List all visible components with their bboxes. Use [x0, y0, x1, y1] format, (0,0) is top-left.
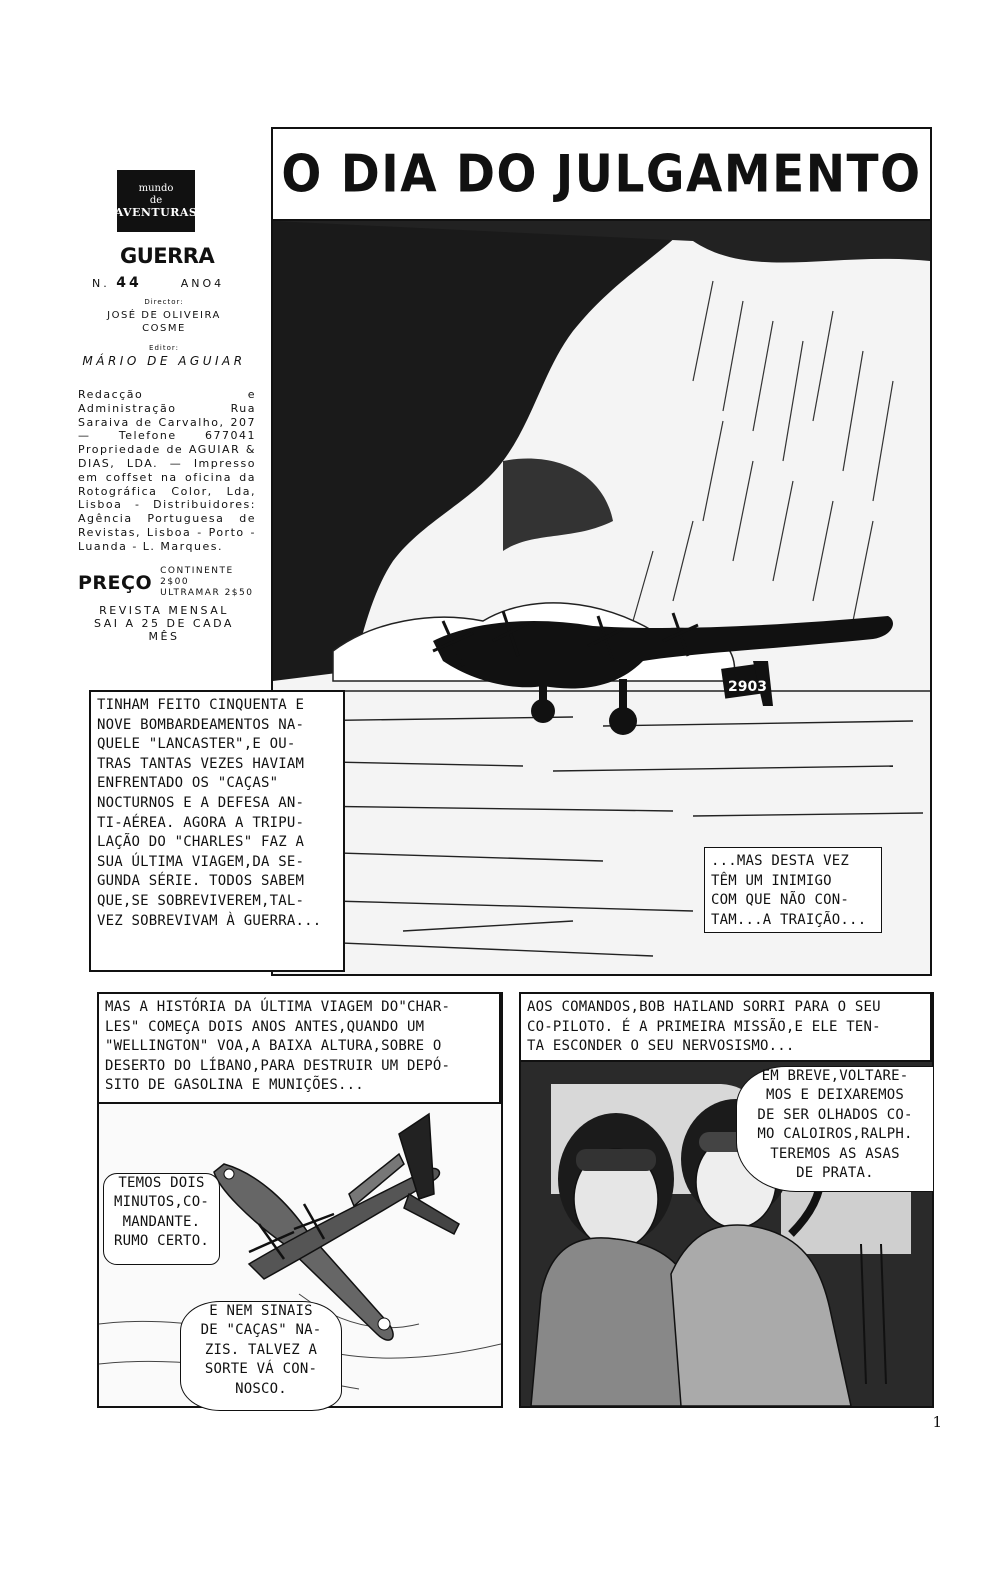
schedule-line-3: MÊS — [148, 630, 180, 643]
panel3-bubble: EM BREVE,VOLTARE- MOS E DEIXAREMOS DE SER OLHADOS CO- MO CALOIROS,RALPH. TEREMOS AS ASAS DE PRATA. — [736, 1066, 933, 1192]
magazine-logo — [114, 170, 198, 232]
issue-number: 44 — [116, 275, 142, 291]
imprint-text: Redacção e Administração Rua Saraiva de Carvalho, 207 — Telefone 677041 Propriedade de AGUIAR & DIAS, LDA. — Impresso em coffset na oficina da Rotográfica Color, Lda, Lisboa - Distribuidores: Agência Portuguesa de Revistas, Lisboa - Porto - Luanda - L. Marques. — [78, 388, 256, 553]
logo-line-3: AVENTURAS — [114, 206, 198, 219]
schedule-line-1: REVISTA MENSAL — [99, 604, 229, 617]
aircraft-code: 2903 — [728, 679, 767, 695]
series-name: GUERRA — [120, 244, 215, 268]
panel1-caption-right: ...MAS DESTA VEZ TÊM UM INIMIGO COM QUE NÃO CON- TAM...A TRAIÇÃO... — [704, 847, 882, 933]
schedule-line-2: SAI A 25 DE CADA — [94, 617, 234, 630]
price-continent: CONTINENTE 2$00 — [160, 566, 234, 587]
logo-line-1: mundo — [138, 183, 174, 194]
issue-number-label: N. — [92, 277, 110, 290]
page-number: 1 — [932, 1413, 942, 1431]
title-panel — [271, 127, 932, 221]
editor-label: Editor: — [149, 344, 179, 352]
editor-name: MÁRIO DE AGUIAR — [82, 354, 246, 368]
price-overseas: ULTRAMAR 2$50 — [160, 588, 254, 598]
panel3-caption: AOS COMANDOS,BOB HAILAND SORRI PARA O SEU CO-PILOTO. É A PRIMEIRA MISSÃO,E ELE TEN- TA ESCONDER O SEU NERVOSISMO... — [519, 992, 932, 1062]
issue-year: 4 — [214, 277, 225, 290]
logo-line-2: de — [149, 195, 163, 206]
page-title: O DIA DO JULGAMENTO — [281, 143, 922, 205]
issue-year-label: ANO — [180, 277, 215, 290]
director-name-2: COSME — [142, 323, 186, 334]
credits — [74, 296, 254, 368]
price-block — [78, 566, 256, 599]
issue-line — [92, 275, 232, 291]
panel2-bubble-2: E NEM SINAIS DE "CAÇAS" NA- ZIS. TALVEZ A SORTE VÁ CON- NOSCO. — [180, 1301, 342, 1411]
panel2-bubble-1: TEMOS DOIS MINUTOS,CO- MANDANTE. RUMO CERTO. — [103, 1173, 220, 1265]
panel1-caption-left: TINHAM FEITO CINQUENTA E NOVE BOMBARDEAMENTOS NA- QUELE "LANCASTER",E OU- TRAS TANTAS VEZES HAVIAM ENFRENTADO OS "CAÇAS" NOCTURNOS E A DEFESA AN- TI-AÉREA. AGORA A TRIPU- LAÇÃO DO "CHARLES" FAZ A SUA ÚLTIMA VIAGEM,DA SE- GUNDA SÉRIE. TODOS SABEM QUE,SE SOBREVIVEREM,TAL- VEZ SOBREVIVAM À GUERRA... — [89, 690, 345, 972]
panel2-caption: MAS A HISTÓRIA DA ÚLTIMA VIAGEM DO"CHAR- LES" COMEÇA DOIS ANOS ANTES,QUANDO UM "WELLINGTON" VOA,A BAIXA ALTURA,SOBRE O DESERTO DO LÍBANO,PARA DESTRUIR UM DEPÓ- SITO DE GASOLINA E MUNIÇÕES... — [97, 992, 501, 1104]
price-label: PREÇO — [78, 571, 153, 594]
director-name-1: JOSÉ DE OLIVEIRA — [107, 310, 221, 321]
director-label: Director: — [144, 298, 184, 306]
publication-schedule — [84, 604, 244, 643]
